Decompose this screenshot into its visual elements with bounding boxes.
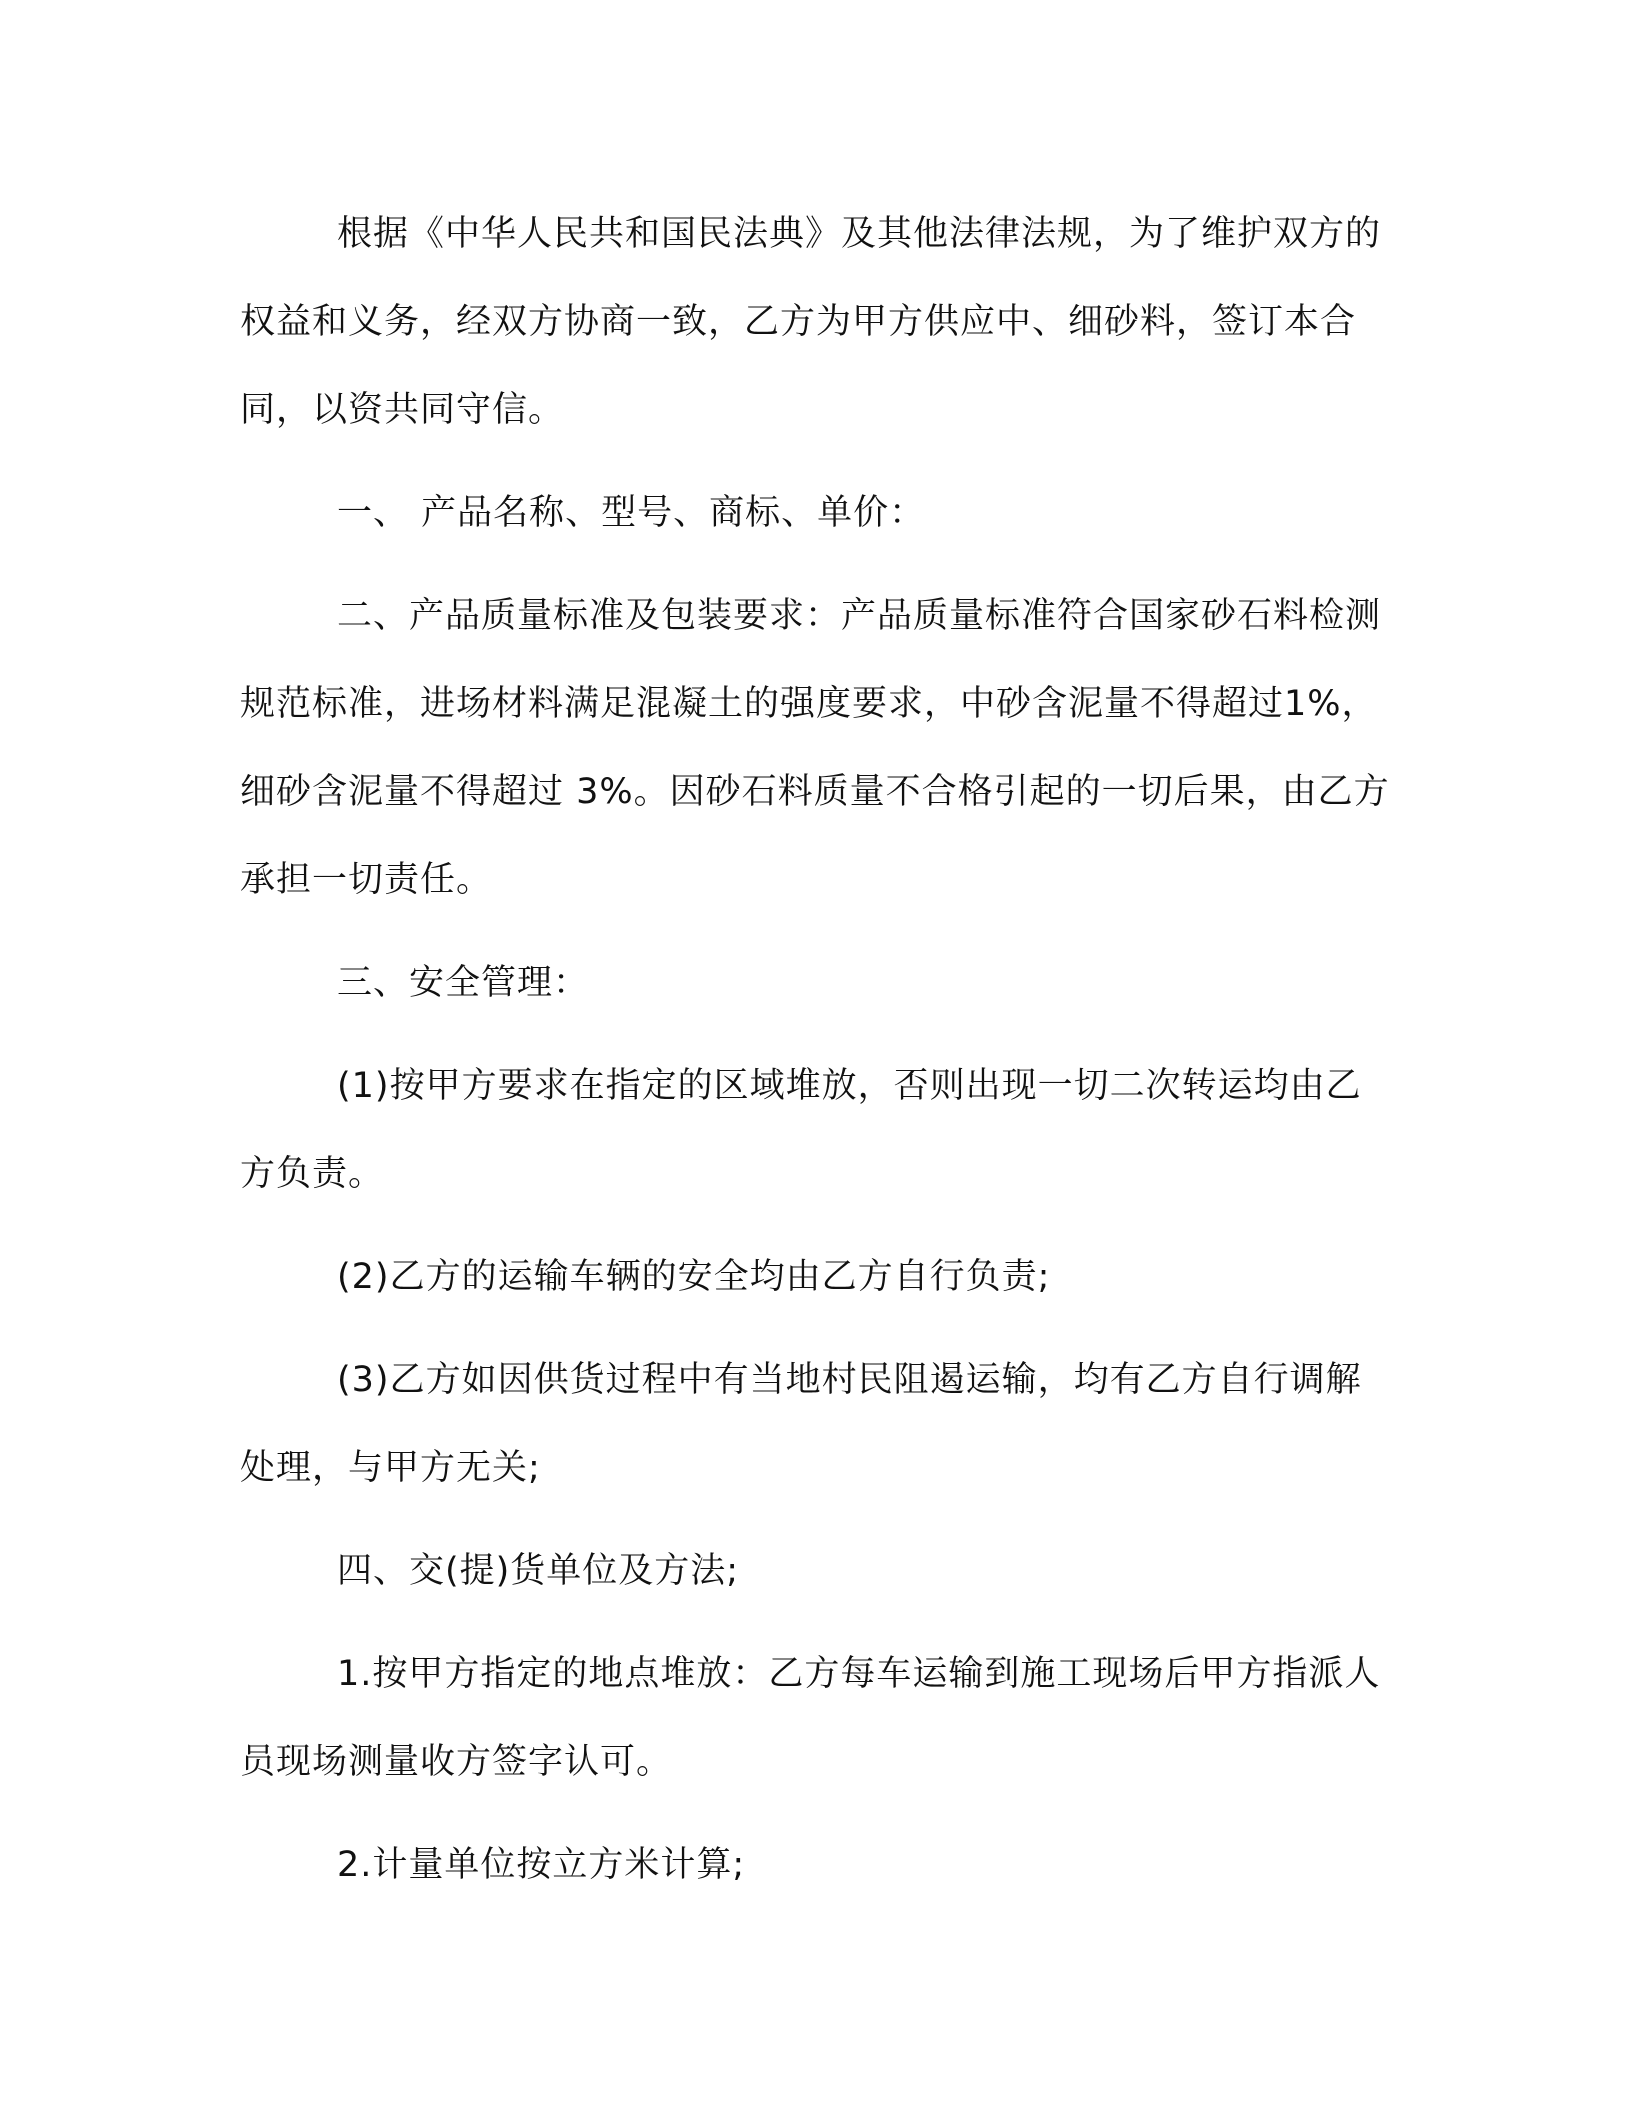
paragraph-preamble: 根据《中华人民共和国民法典》及其他法律法规，为了维护双方的权益和义务，经双方协商一致，乙方为甲方供应中、细砂料，签订本合同，以资共同守信。 [240, 214, 1382, 430]
section-4-item-1: 1.按甲方指定的地点堆放：乙方每车运输到施工现场后甲方指派人员现场测量收方签字认可。 [240, 1654, 1381, 1782]
section-4-heading: 四、交(提)货单位及方法; [337, 1551, 740, 1591]
section-1-heading: 一、 产品名称、型号、商标、单价： [337, 493, 926, 533]
document-body [240, 190, 1390, 1924]
section-3-item-2: (2)乙方的运输车辆的安全均由乙方自行负责; [337, 1257, 1051, 1297]
section-2-quality-standard: 二、产品质量标准及包装要求：产品质量标准符合国家砂石料检测规范标准，进场材料满足混凝土的强度要求，中砂含泥量不得超过1%，细砂含泥量不得超过 3%。因砂石料质量不合格引起的一切后果，由乙方承担一切责任。 [240, 596, 1390, 900]
section-3-item-3: (3)乙方如因供货过程中有当地村民阻遏运输，均有乙方自行调解处理，与甲方无关; [240, 1360, 1362, 1488]
section-3-heading: 三、安全管理： [337, 963, 590, 1003]
section-4-item-2: 2.计量单位按立方米计算; [337, 1845, 746, 1885]
section-3-item-1: (1)按甲方要求在指定的区域堆放，否则出现一切二次转运均由乙方负责。 [240, 1066, 1362, 1194]
